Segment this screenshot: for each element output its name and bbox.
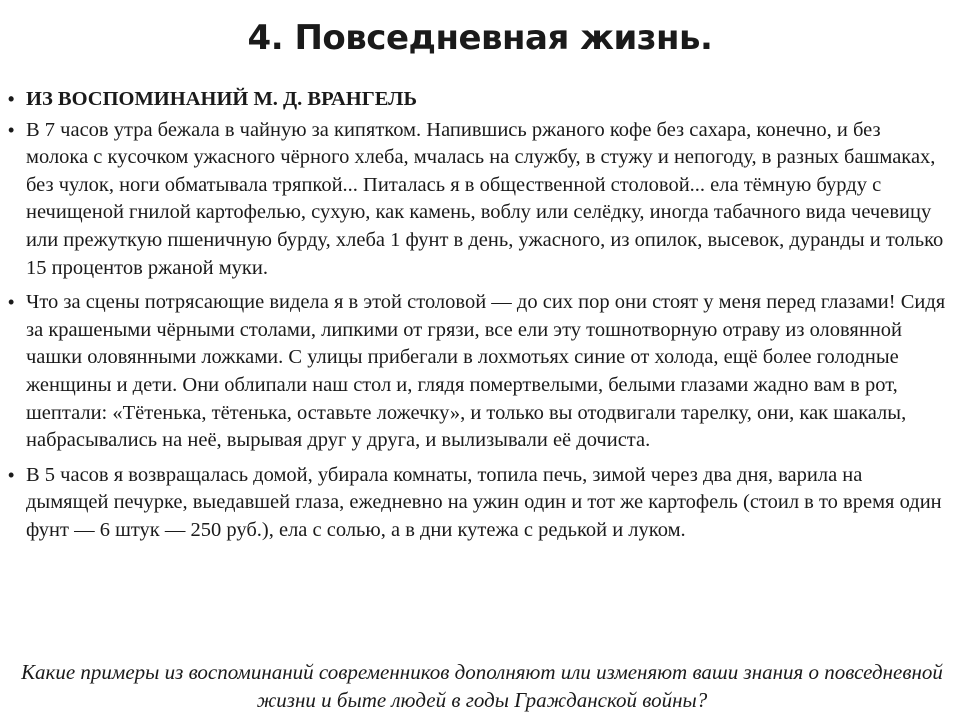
bullet-text: В 5 часов я возвращалась домой, убирала комнаты, топила печь, зимой через два дня, варила на дымящей печурке, выедавшей глаза, ежедневно на ужин один и тот же картофель (стоил в то время один фунт — 6 штук — 250 руб.), ела с солью, а в дни кутежа с редькой и луком. — [26, 463, 942, 541]
bullet-icon: • — [8, 464, 15, 485]
bullet-icon: • — [8, 89, 15, 109]
bullet-list — [6, 86, 946, 552]
bullet-text: Что за сцены потрясающие видела я в этой столовой — до сих пор они стоят у меня перед глазами! Сидя за крашеными чёрными столами, липкими от грязи, все ели эту тошнотворную отраву из оловянной чашки оловянными ложками. С улицы прибегали в лохмотьях синие от холода, ещё более голодные женщины и дети. Они облипали наш стол и, глядя помертвелыми, белыми глазами жадно вам в рот, шептали: «Тётенька, тётенька, оставьте ложечку», и только вы отодвигали тарелку, они, как шакалы, набрасывались на неё, вырывая друг у друга, и вылизывали её дочиста. — [26, 291, 946, 452]
bullet-item-morning — [6, 117, 946, 283]
discussion-question: Какие примеры из воспоминаний современников дополняют или изменяют ваши знания о повседневной жизни и быте людей в годы Гражданской войны? — [21, 660, 943, 712]
bullet-icon: • — [8, 292, 15, 313]
bullet-item-canteen — [6, 289, 946, 455]
bullet-item-evening — [6, 462, 946, 545]
bullet-item-source-heading — [6, 86, 946, 114]
slide-title: 4. Повседневная жизнь. — [247, 18, 713, 58]
bullet-text: В 7 часов утра бежала в чайную за кипятком. Напившись ржаного кофе без сахара, конечно, и без молока с кусочком ужасного чёрного хлеба, мчалась на службу, в стужу и непогоду, в разных башмаках, без чулок, ноги обматывала тряпкой... Питалась я в общественной столовой... ела тёмную бурду с нечищеной гнилой картофелью, сухую, как камень, воблу или селёдку, иногда табачного вида чечевицу или прежуткую пшеничную бурду, хлеба 1 фунт в день, ужасного, из опилок, высевок, дуранды и только 15 процентов ржаной муки. — [26, 118, 944, 279]
bullet-text: ИЗ ВОСПОМИНАНИЙ М. Д. ВРАНГЕЛЬ — [26, 88, 418, 110]
bullet-icon: • — [8, 119, 15, 140]
